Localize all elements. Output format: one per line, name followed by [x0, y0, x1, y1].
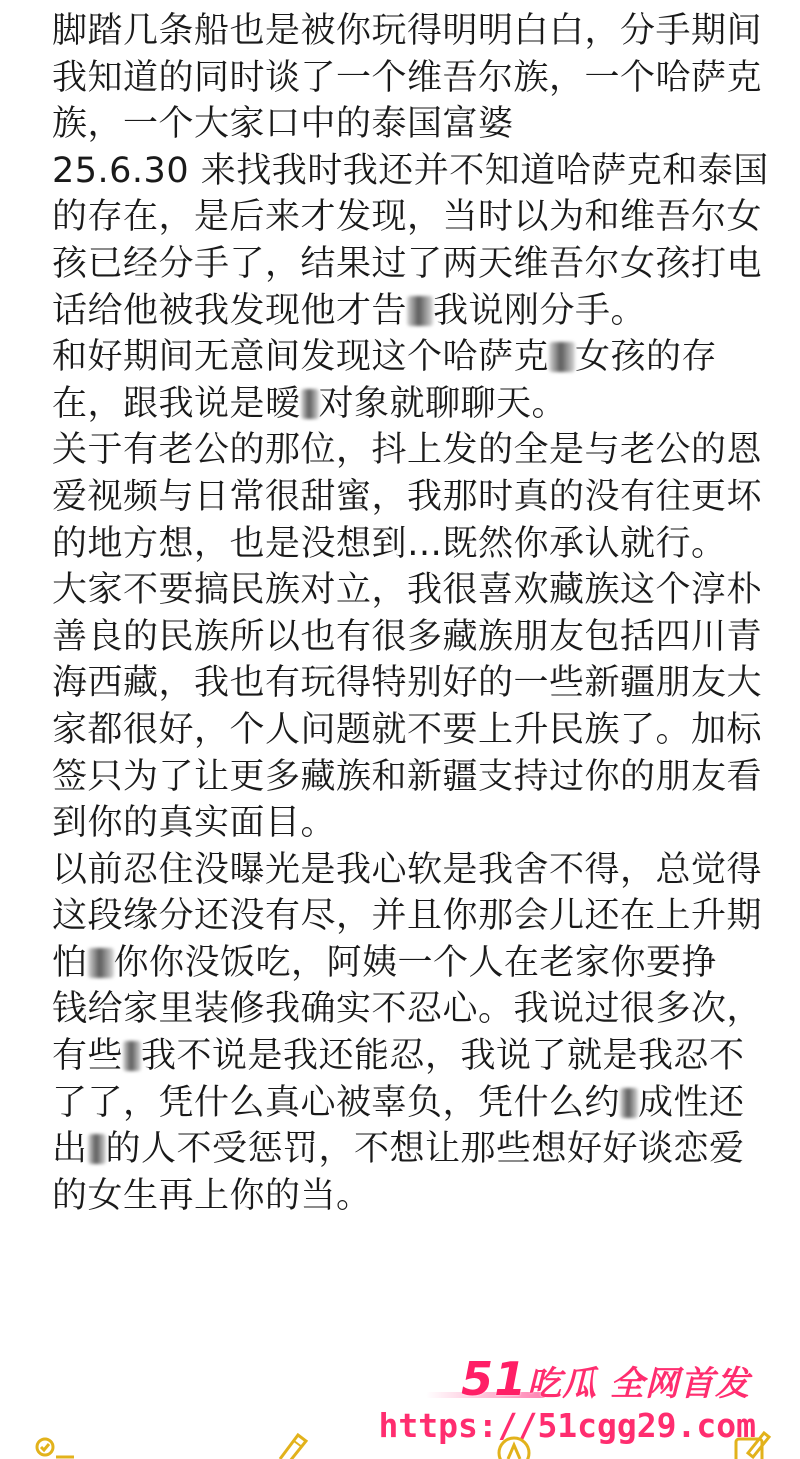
note-line: 以前忍住没曝光是我心软是我舍不得，总觉得: [52, 849, 763, 890]
redaction-blur: [549, 342, 575, 372]
watermark-brand: 51吃瓜 全网首发: [461, 1352, 750, 1406]
note-line: 这段缘分还没有尽，并且你那会儿还在上升期: [52, 896, 763, 937]
note-line: 钱给家里装修我确实不忍心。我说过很多次，: [52, 989, 763, 1030]
pen-icon[interactable]: [272, 1427, 312, 1459]
note-line: 有些 我不说是我还能忍，我说了就是我忍不: [52, 1036, 745, 1077]
note-line: 善良的民族所以也有很多藏族朋友包括四川青: [52, 616, 763, 657]
redaction-blur: [123, 1041, 141, 1071]
redaction-blur: [620, 1088, 638, 1118]
note-line: 签只为了让更多藏族和新疆支持过你的朋友看: [52, 756, 763, 797]
redaction-blur: [407, 296, 433, 326]
note-line: 在，跟我说是暧 对象就聊聊天。: [52, 383, 568, 424]
note-line: 和好期间无意间发现这个哈萨克 女孩的存: [52, 337, 718, 378]
note-line: 族，一个大家口中的泰国富婆: [52, 104, 514, 145]
note-line: 怕 你你没饭吃，阿姨一个人在老家你要挣: [52, 942, 718, 983]
watermark-url: https://51cgg29.com: [378, 1406, 756, 1445]
note-line: 25.6.30 来找我时我还并不知道哈萨克和泰国: [52, 150, 769, 191]
note-line: 我知道的同时谈了一个维吾尔族，一个哈萨克: [52, 57, 763, 98]
redaction-blur: [88, 1134, 106, 1164]
note-line: 家都很好，个人问题就不要上升民族了。加标: [52, 709, 763, 750]
redaction-blur: [88, 948, 114, 978]
note-line: 关于有老公的那位，抖上发的全是与老公的恩: [52, 430, 763, 471]
note-line: 话给他被我发现他才告 我说刚分手。: [52, 290, 647, 331]
note-line: 大家不要搞民族对立，我很喜欢藏族这个淳朴: [52, 570, 763, 611]
note-line: 脚踏几条船也是被你玩得明明白白，分手期间: [52, 11, 763, 51]
note-line: 爱视频与日常很甜蜜，我那时真的没有往更坏: [52, 476, 763, 517]
note-line: 的存在，是后来才发现，当时以为和维吾尔女: [52, 197, 763, 238]
edit-icon[interactable]: [732, 1427, 772, 1459]
location-icon[interactable]: [494, 1427, 534, 1459]
note-line: 到你的真实面目。: [52, 803, 337, 844]
note-line: 出 的人不受惩罚，不想让那些想好好谈恋爱: [52, 1129, 745, 1170]
checklist-icon[interactable]: [34, 1427, 74, 1459]
note-line: 了了，凭什么真心被辜负，凭什么约 成性还: [52, 1082, 745, 1123]
note-line: 的地方想，也是没想到…既然你承认就行。: [52, 523, 727, 564]
note-line: 海西藏，我也有玩得特别好的一些新疆朋友大: [52, 663, 763, 704]
note-line: 孩已经分手了，结果过了两天维吾尔女孩打电: [52, 243, 763, 284]
redaction-blur: [301, 389, 319, 419]
note-body[interactable]: [52, 8, 769, 1219]
note-toolbar: [0, 1425, 800, 1459]
note-line: 的女生再上你的当。: [52, 1175, 372, 1216]
